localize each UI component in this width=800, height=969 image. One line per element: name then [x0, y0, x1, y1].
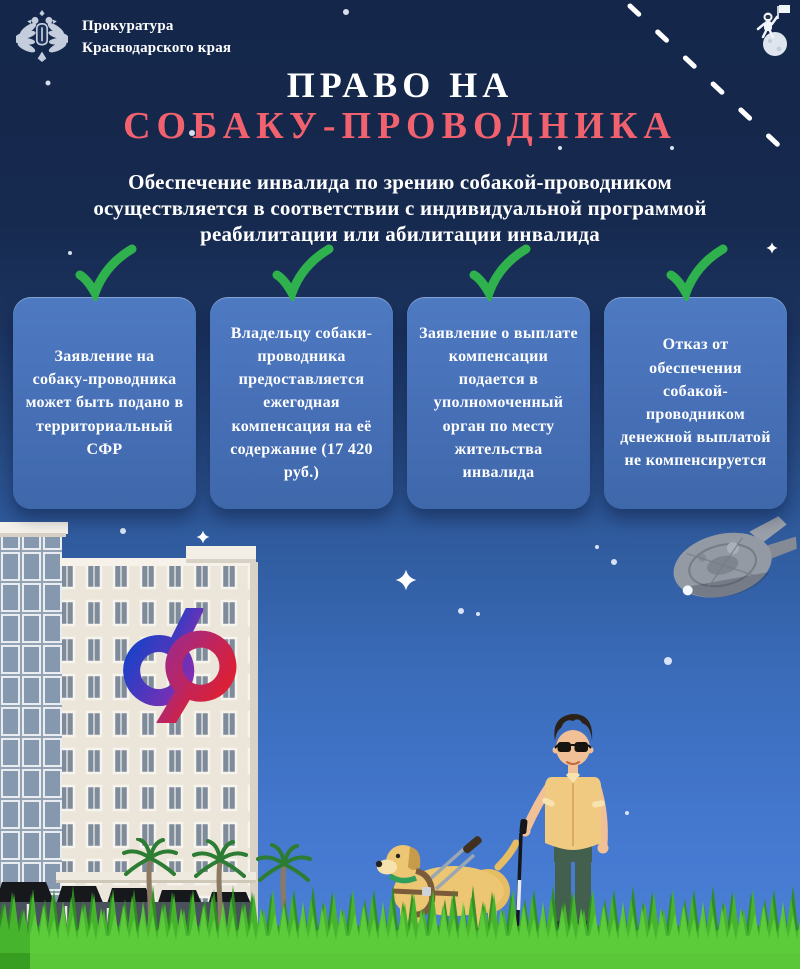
- org-name-line1: Прокуратура: [82, 18, 174, 34]
- info-card-payment-application: [407, 297, 590, 509]
- info-card-text: Отказ от обеспечения собакой-проводником денежной выплатой не компенсируется: [620, 336, 771, 470]
- green-checkmark-icon: [13, 243, 196, 301]
- info-card-text: Владельцу собаки-проводника предоставляется ежегодная компенсация на её содержание (17 420 руб.): [230, 324, 373, 481]
- poster-title-line1: ПРАВО НА: [286, 65, 514, 105]
- info-card-text: Заявление о выплате компенсации подается в уполномоченный орган по месту жительства инвалида: [419, 324, 578, 481]
- poster-lead-text: Обеспечение инвалида по зрению собакой-проводником осуществляется в соответствии с индивидуальной программой реабилитации или абилитации инвалида: [93, 170, 707, 246]
- green-checkmark-icon: [210, 243, 393, 301]
- spaceship-icon: [652, 514, 800, 609]
- poster-title-line2: СОБАКУ-ПРОВОДНИКА: [123, 105, 677, 147]
- prosecutor-eagle-emblem-icon: [16, 8, 68, 69]
- header: [16, 8, 231, 69]
- info-card-compensation: [210, 297, 393, 509]
- green-checkmark-icon: [604, 243, 787, 301]
- green-checkmark-icon: [407, 243, 590, 301]
- checkmarks-row: [13, 243, 787, 301]
- info-cards-row: [13, 297, 787, 509]
- grass: [0, 883, 800, 969]
- info-card-refusal: [604, 297, 787, 509]
- info-card-text: Заявление на собаку-проводника может быть подано в территориальный СФР: [25, 348, 184, 458]
- sfr-social-fund-logo: [96, 608, 266, 723]
- info-card-application: [13, 297, 196, 509]
- org-name-line2: Краснодарского края: [82, 39, 232, 56]
